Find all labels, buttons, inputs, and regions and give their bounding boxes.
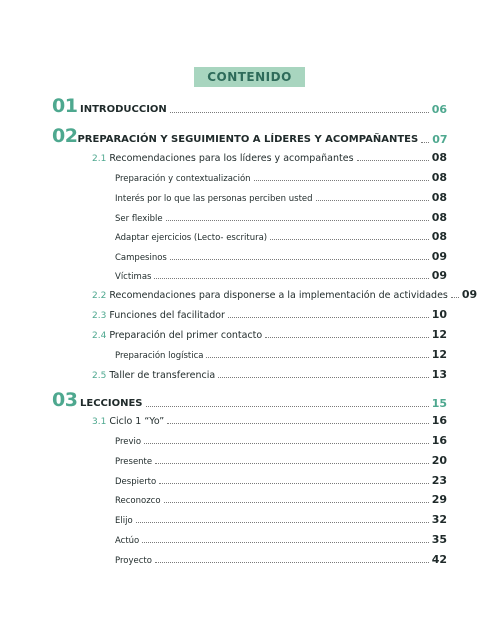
dot-leader: [270, 239, 429, 240]
dot-leader: [155, 562, 429, 563]
subitem-page: 42: [431, 553, 447, 566]
subitem-title: Elijo: [115, 516, 133, 526]
dot-leader: [228, 317, 429, 318]
toc-section[interactable]: [52, 391, 447, 410]
section-number: 01: [52, 95, 78, 117]
subitem-title: Proyecto: [115, 556, 152, 566]
toc-subitem[interactable]: [115, 211, 447, 224]
dot-leader: [146, 406, 429, 407]
dot-leader: [316, 200, 429, 201]
subitem-title: Despierto: [115, 477, 157, 487]
subitem-title: Víctimas: [115, 272, 152, 282]
item-page: 12: [431, 328, 447, 341]
subitem-page: 12: [431, 348, 447, 361]
subitem-page: 29: [431, 493, 447, 506]
subitem-page: 09: [431, 269, 447, 282]
subitem-page: 32: [431, 513, 447, 526]
item-number: 2.1: [92, 154, 107, 164]
section-page: 06: [431, 103, 447, 116]
item-page: 08: [431, 151, 447, 164]
toc-item[interactable]: [92, 414, 447, 427]
toc-subitem[interactable]: [115, 474, 447, 487]
subitem-title: Previo: [115, 437, 142, 447]
dot-leader: [142, 542, 428, 543]
subitem-title: Ser flexible: [115, 214, 163, 224]
item-number: 2.4: [92, 331, 107, 341]
toc-section[interactable]: [52, 97, 447, 116]
section-title: INTRODUCCION: [80, 104, 167, 115]
toc-subitem[interactable]: [115, 493, 447, 506]
subitem-page: 08: [431, 211, 447, 224]
toc-subitem[interactable]: [115, 230, 447, 243]
item-title: Taller de transferencia: [109, 370, 216, 381]
item-number: 2.3: [92, 311, 107, 321]
subitem-page: 08: [431, 230, 447, 243]
item-title: Preparación del primer contacto: [109, 330, 263, 341]
toc-item[interactable]: [92, 151, 447, 164]
subitem-page: 09: [431, 250, 447, 263]
subitem-page: 35: [431, 533, 447, 546]
dot-leader: [154, 278, 428, 279]
dot-leader: [254, 180, 429, 181]
section-title: PREPARACIÓN Y SEGUIMIENTO A LÍDERES Y ACOMPAÑANTES: [77, 134, 419, 145]
subitem-title: Interés por lo que las personas perciben usted: [115, 194, 313, 204]
section-title: LECCIONES: [80, 398, 143, 409]
toc-item[interactable]: [92, 328, 447, 341]
item-page: 16: [431, 414, 447, 427]
subitem-title: Adaptar ejercicios (Lecto- escritura): [115, 233, 268, 243]
dot-leader: [155, 463, 429, 464]
toc-subitem[interactable]: [115, 553, 447, 566]
subitem-page: 23: [431, 474, 447, 487]
dot-leader: [167, 423, 428, 424]
subitem-page: 08: [431, 171, 447, 184]
subitem-title: Presente: [115, 457, 153, 467]
section-number: 03: [52, 389, 78, 411]
dot-leader: [144, 443, 429, 444]
dot-leader: [421, 142, 429, 143]
toc-item[interactable]: [92, 288, 478, 301]
toc-subitem[interactable]: [115, 171, 447, 184]
subitem-title: Actúo: [115, 536, 140, 546]
toc-subitem[interactable]: [115, 348, 447, 361]
subitem-title: Campesinos: [115, 253, 167, 263]
item-page: 10: [431, 308, 447, 321]
dot-leader: [206, 357, 428, 358]
dot-leader: [170, 112, 429, 113]
toc-section[interactable]: [52, 127, 447, 146]
toc-item[interactable]: [92, 368, 447, 381]
dot-leader: [357, 160, 429, 161]
toc-item[interactable]: [92, 308, 447, 321]
toc-subitem[interactable]: [115, 434, 447, 447]
section-page: 07: [432, 133, 448, 146]
toc-subitem[interactable]: [115, 250, 447, 263]
toc-subitem[interactable]: [115, 269, 447, 282]
dot-leader: [451, 297, 459, 298]
toc-subitem[interactable]: [115, 533, 447, 546]
toc-subitem[interactable]: [115, 454, 447, 467]
section-page: 15: [431, 397, 447, 410]
dot-leader: [170, 259, 429, 260]
item-title: Funciones del facilitador: [109, 310, 225, 321]
item-number: 3.1: [92, 417, 107, 427]
item-title: Recomendaciones para disponerse a la implementación de actividades: [109, 290, 448, 301]
subitem-page: 08: [431, 191, 447, 204]
subitem-title: Preparación y contextualización: [115, 174, 251, 184]
dot-leader: [164, 502, 429, 503]
dot-leader: [136, 522, 429, 523]
item-number: 2.2: [92, 291, 107, 301]
dot-leader: [218, 377, 429, 378]
toc-subitem[interactable]: [115, 191, 447, 204]
subitem-page: 20: [431, 454, 447, 467]
dot-leader: [265, 337, 428, 338]
subitem-title: Preparación logística: [115, 351, 204, 361]
subitem-title: Reconozco: [115, 496, 161, 506]
item-title: Recomendaciones para los líderes y acompañantes: [109, 153, 354, 164]
item-page: 09: [461, 288, 478, 301]
item-title: Ciclo 1 “Yo”: [109, 416, 165, 427]
item-page: 13: [431, 368, 447, 381]
contents-heading: CONTENIDO: [194, 67, 305, 87]
dot-leader: [159, 483, 428, 484]
dot-leader: [166, 220, 429, 221]
subitem-page: 16: [431, 434, 447, 447]
section-number: 02: [52, 125, 78, 147]
item-number: 2.5: [92, 371, 107, 381]
toc-subitem[interactable]: [115, 513, 447, 526]
